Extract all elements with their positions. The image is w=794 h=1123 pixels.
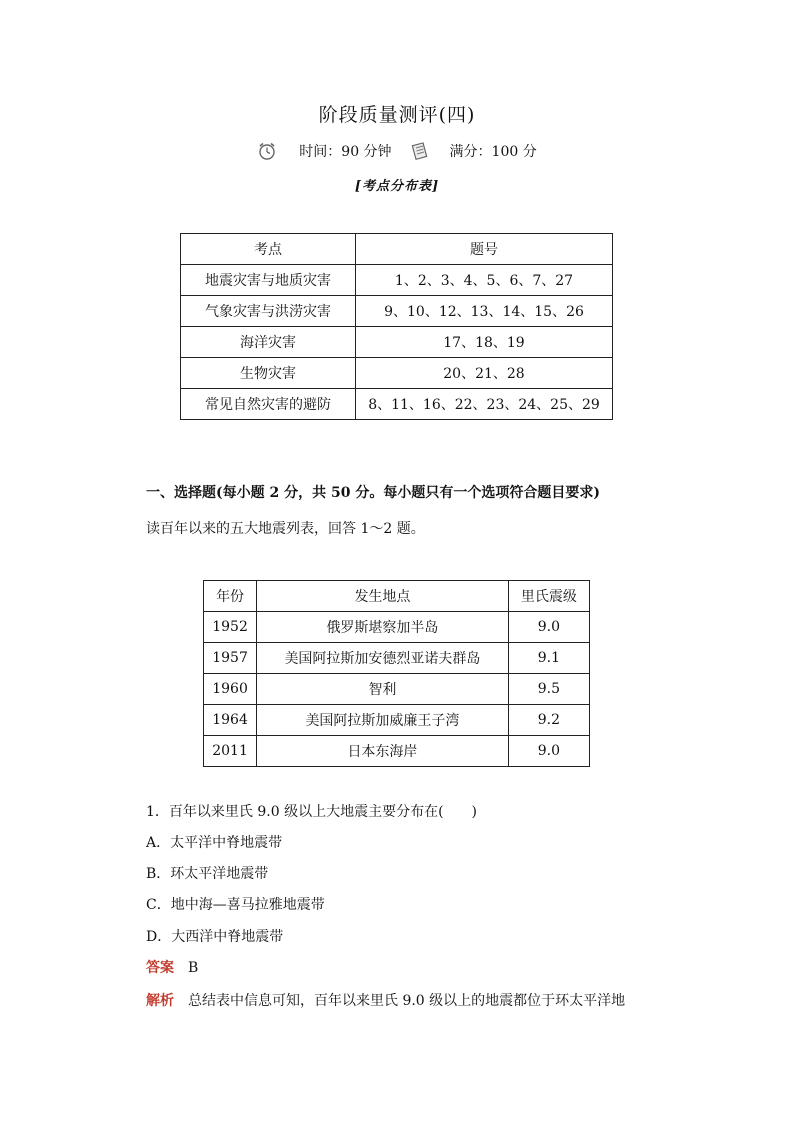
option-d: D．大西洋中脊地震带 [146,929,284,945]
table-row [181,265,613,296]
table-row [204,736,590,767]
earthquake-table [203,580,590,767]
table-cell: 9.2 [508,705,589,736]
table-header-row [204,581,590,612]
table-cell: 9.0 [508,612,589,643]
exam-meta [0,141,794,161]
explanation-label: 解析 [146,993,174,1009]
table-cell: 8、11、16、22、23、24、25、29 [356,389,613,420]
table-cell: 1、2、3、4、5、6、7、27 [356,265,613,296]
table-cell: 1952 [204,612,257,643]
table-cell: 1960 [204,674,257,705]
table-cell: 常见自然灾害的避防 [181,389,356,420]
table-cell: 美国阿拉斯加安德烈亚诺夫群岛 [257,643,509,674]
table-cell: 9.1 [508,643,589,674]
table-row [204,674,590,705]
time-limit: 时间：90 分钟 [299,144,392,160]
table-row [204,643,590,674]
table-row [204,612,590,643]
table-row [181,358,613,389]
column-header: 里氏震级 [508,581,589,612]
table-cell: 9.5 [508,674,589,705]
table-cell: 生物灾害 [181,358,356,389]
table-cell: 日本东海岸 [257,736,509,767]
section-heading: 一、选择题(每小题 2 分，共 50 分。每小题只有一个选项符合题目要求) [146,485,600,501]
question-stem: 1．百年以来里氏 9.0 级以上大地震主要分布在( ) [146,804,477,820]
column-header: 发生地点 [257,581,509,612]
option-c: C．地中海—喜马拉雅地震带 [146,897,325,913]
table-cell: 美国阿拉斯加威廉王子湾 [257,705,509,736]
distribution-subhead: [考点分布表] [354,179,440,194]
column-header: 年份 [204,581,257,612]
option-a: A．太平洋中脊地震带 [146,835,283,851]
table-cell: 智利 [257,674,509,705]
knowledge-point-table [180,233,613,420]
column-header: 考点 [181,234,356,265]
exam-paper-icon [410,141,430,161]
full-score: 满分：100 分 [449,144,537,160]
alarm-clock-icon [257,141,277,161]
answer-label: 答案 [146,960,174,976]
explanation-text: 总结表中信息可知，百年以来里氏 9.0 级以上的地震都位于环太平洋地 [188,993,626,1009]
table-cell: 海洋灾害 [181,327,356,358]
table-cell: 17、18、19 [356,327,613,358]
table-cell: 气象灾害与洪涝灾害 [181,296,356,327]
question-intro: 读百年以来的五大地震列表，回答 1～2 题。 [146,521,425,537]
table-row [181,296,613,327]
answer-value: B [188,960,199,976]
table-cell: 9.0 [508,736,589,767]
table-row [204,705,590,736]
table-cell: 20、21、28 [356,358,613,389]
table-row [181,327,613,358]
table-row [181,389,613,420]
page-title: 阶段质量测评(四) [318,104,476,126]
explanation-line [146,990,625,1010]
table-cell: 1964 [204,705,257,736]
table-cell: 2011 [204,736,257,767]
column-header: 题号 [356,234,613,265]
option-b: B．环太平洋地震带 [146,866,269,882]
table-cell: 9、10、12、13、14、15、26 [356,296,613,327]
answer-line [146,957,198,977]
table-cell: 俄罗斯堪察加半岛 [257,612,509,643]
table-cell: 1957 [204,643,257,674]
table-cell: 地震灾害与地质灾害 [181,265,356,296]
table-header-row [181,234,613,265]
